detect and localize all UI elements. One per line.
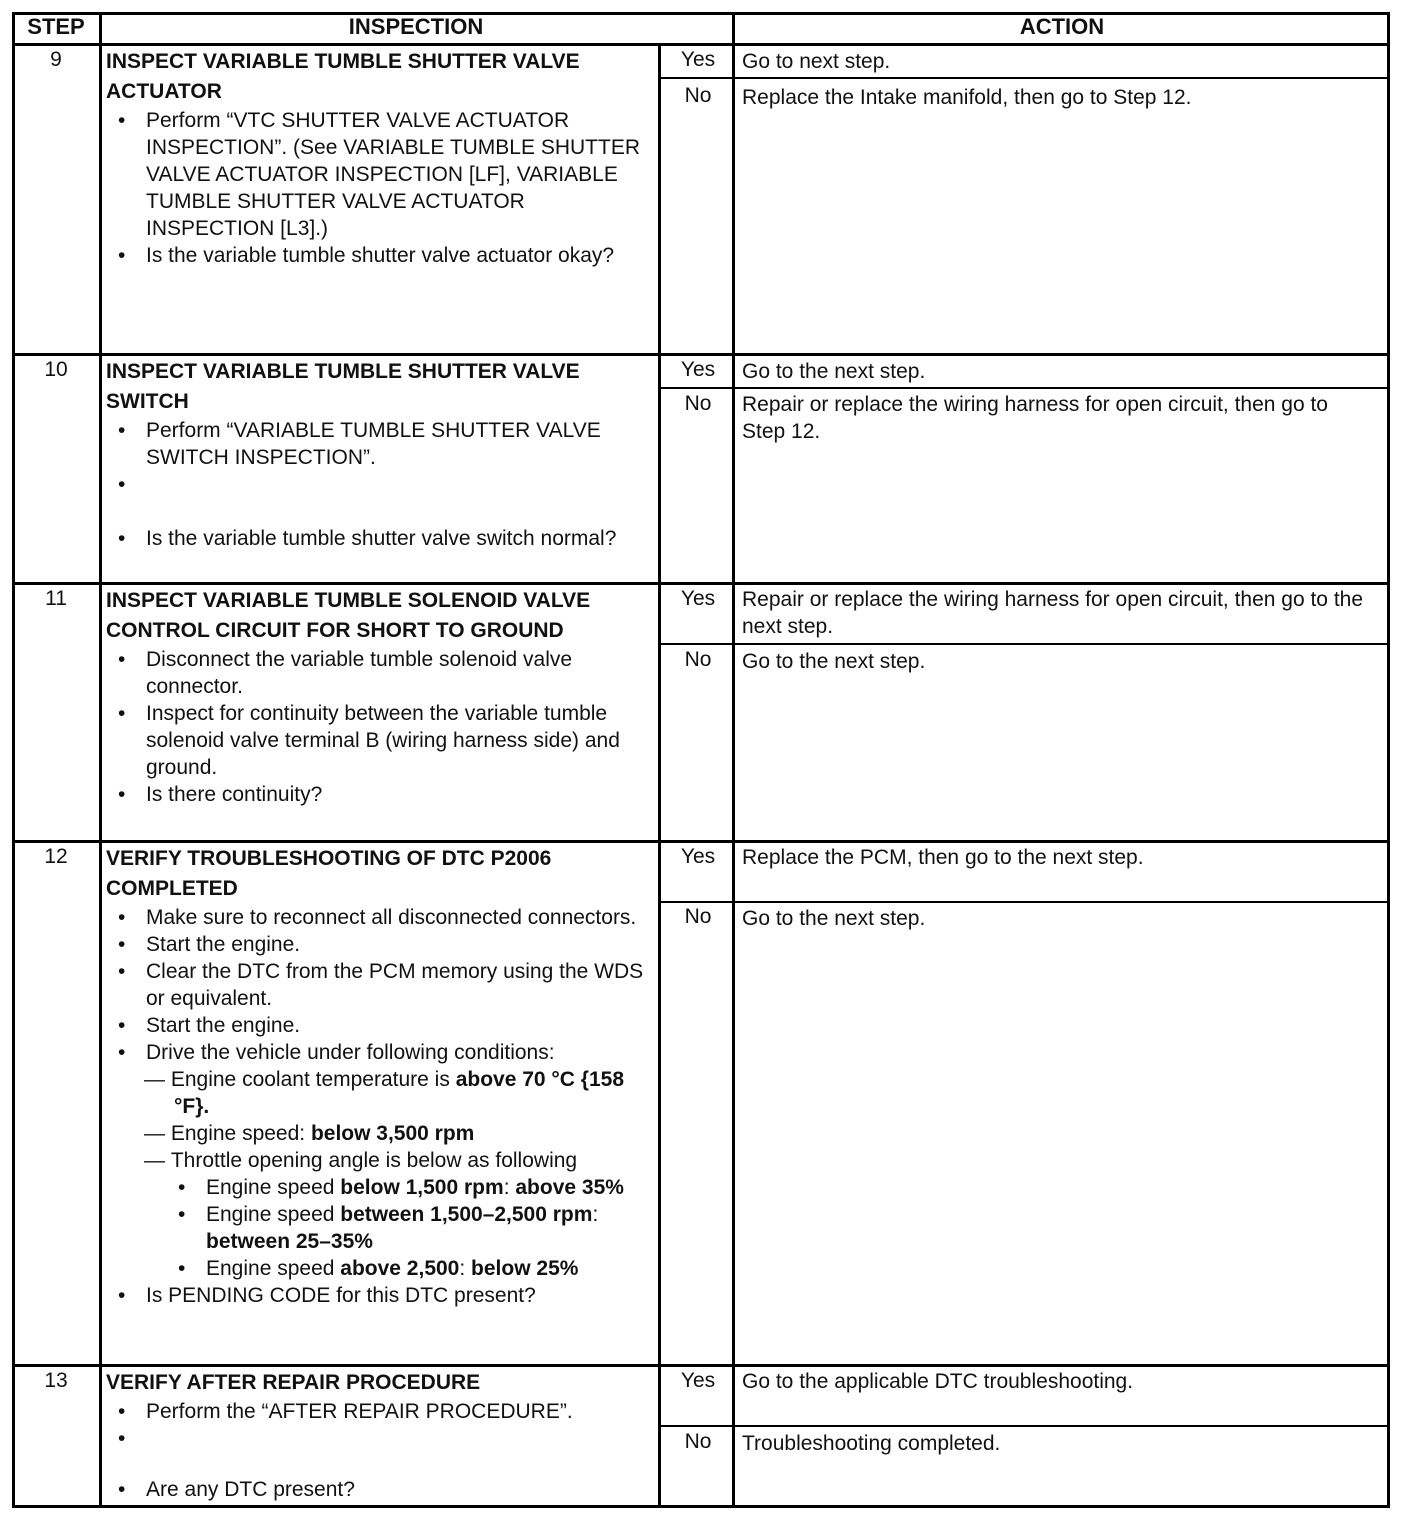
inspection-item: • Make sure to reconnect all disconnected connectors. xyxy=(106,904,658,931)
condition-item xyxy=(106,1066,658,1120)
yes-label: Yes xyxy=(680,587,716,610)
inspection-cell xyxy=(106,357,658,552)
no-action: Replace the Intake manifold, then go to Step 12. xyxy=(742,86,1192,109)
throttle-text: Engine speed xyxy=(206,1203,341,1226)
throttle-text: Engine speed xyxy=(206,1176,341,1199)
condition-text: Engine coolant temperature is xyxy=(170,1068,456,1091)
inspection-item: • Drive the vehicle under following conditions: xyxy=(106,1039,658,1066)
header-step: STEP xyxy=(27,14,85,39)
yes-no-divider xyxy=(660,643,1390,645)
inspection-item: • Is PENDING CODE for this DTC present? xyxy=(106,1282,658,1309)
step-number: 11 xyxy=(45,587,67,610)
inspection-cell xyxy=(106,47,658,269)
step-number: 13 xyxy=(44,1369,68,1392)
inspection-item: • Inspect for continuity between the variable tumble solenoid valve terminal B (wiring harness side) and ground. xyxy=(106,700,658,781)
yes-action: Go to next step. xyxy=(742,50,891,73)
yes-action: Go to the next step. xyxy=(742,360,926,383)
inspection-item: • Is the variable tumble shutter valve actuator okay? xyxy=(106,242,658,269)
yes-action: Replace the PCM, then go to the next step. xyxy=(742,846,1144,869)
yes-action: Go to the applicable DTC troubleshooting. xyxy=(742,1370,1134,1393)
throttle-angle: below 25% xyxy=(471,1257,579,1280)
throttle-item xyxy=(106,1201,658,1255)
throttle-item xyxy=(106,1255,658,1282)
throttle-item xyxy=(106,1174,658,1201)
inspection-item: • Perform “VARIABLE TUMBLE SHUTTER VALVE SWITCH INSPECTION”. xyxy=(106,417,658,471)
inspection-item: • Start the engine. xyxy=(106,931,658,958)
inspection-item: • Is there continuity? xyxy=(106,781,658,808)
condition-text: Engine speed: xyxy=(170,1122,311,1145)
no-label: No xyxy=(684,392,712,415)
inspection-item: • Perform the “AFTER REPAIR PROCEDURE”. xyxy=(106,1398,658,1425)
row-divider xyxy=(12,1364,1390,1367)
condition-value: below 3,500 rpm xyxy=(310,1122,475,1145)
no-label: No xyxy=(684,905,712,928)
no-action: Go to the next step. xyxy=(742,907,926,930)
spacer xyxy=(106,1425,658,1476)
inspection-item: • Clear the DTC from the PCM memory using the WDS or equivalent. xyxy=(106,958,658,1012)
yes-label: Yes xyxy=(680,1369,716,1392)
header-inspection: INSPECTION xyxy=(348,14,484,39)
inspection-item: • Disconnect the variable tumble solenoid valve connector. xyxy=(106,646,658,700)
throttle-sep: : xyxy=(592,1203,599,1226)
condition-text: Throttle opening angle is below as following xyxy=(170,1149,578,1172)
inspection-title: INSPECT VARIABLE TUMBLE SHUTTER VALVE SWITCH xyxy=(106,360,580,413)
inspection-item: • Start the engine. xyxy=(106,1012,658,1039)
row-divider xyxy=(12,840,1390,843)
yes-action: Repair or replace the wiring harness for open circuit, then go to the next step. xyxy=(742,588,1364,638)
column-divider xyxy=(732,12,735,1508)
yes-no-divider xyxy=(660,77,1390,79)
inspection-title: VERIFY AFTER REPAIR PROCEDURE xyxy=(106,1371,481,1394)
row-divider xyxy=(12,353,1390,356)
inspection-item: • Is the variable tumble shutter valve switch normal? xyxy=(106,525,658,552)
yes-label: Yes xyxy=(680,358,716,381)
no-action: Troubleshooting completed. xyxy=(742,1432,1001,1455)
inspection-item: • Perform “VTC SHUTTER VALVE ACTUATOR INSPECTION”. (See VARIABLE TUMBLE SHUTTER VALVE ACTUATOR INSPECTION [LF], VARIABLE TUMBLE SHUTTER VALVE ACTUATOR INSPECTION [L3].) xyxy=(106,107,658,242)
throttle-speed: between 1,500–2,500 rpm xyxy=(340,1203,593,1226)
inspection-cell xyxy=(106,586,658,808)
throttle-sep: : xyxy=(459,1257,472,1280)
row-divider xyxy=(12,43,1390,46)
inspection-cell xyxy=(106,1368,658,1503)
inspection-item: • Are any DTC present? xyxy=(106,1476,658,1503)
column-divider xyxy=(658,44,661,1508)
condition-value: above 70 °C {158 °F}. xyxy=(174,1068,625,1118)
no-action: Go to the next step. xyxy=(742,650,926,673)
no-label: No xyxy=(684,84,712,107)
throttle-speed: below 1,500 rpm xyxy=(340,1176,504,1199)
row-divider xyxy=(12,582,1390,585)
throttle-speed: above 2,500 xyxy=(340,1257,460,1280)
inspection-title: INSPECT VARIABLE TUMBLE SOLENOID VALVE CONTROL CIRCUIT FOR SHORT TO GROUND xyxy=(106,589,591,642)
no-action: Repair or replace the wiring harness for open circuit, then go to Step 12. xyxy=(742,393,1328,443)
step-number: 9 xyxy=(50,48,62,71)
yes-label: Yes xyxy=(680,845,716,868)
step-number: 10 xyxy=(44,358,68,381)
inspection-title: VERIFY TROUBLESHOOTING OF DTC P2006 COMPLETED xyxy=(106,847,552,900)
throttle-angle: above 35% xyxy=(515,1176,624,1199)
yes-no-divider xyxy=(660,1425,1390,1427)
step-number: 12 xyxy=(44,845,68,868)
no-label: No xyxy=(684,648,712,671)
spacer xyxy=(106,471,658,525)
column-divider xyxy=(99,12,102,1508)
yes-no-divider xyxy=(660,387,1390,389)
header-action: ACTION xyxy=(1019,14,1105,39)
inspection-cell xyxy=(106,844,658,1309)
condition-item xyxy=(106,1147,658,1174)
inspection-title: INSPECT VARIABLE TUMBLE SHUTTER VALVE ACTUATOR xyxy=(106,50,580,103)
yes-no-divider xyxy=(660,901,1390,903)
throttle-text: Engine speed xyxy=(206,1257,341,1280)
yes-label: Yes xyxy=(680,48,716,71)
no-label: No xyxy=(684,1430,712,1453)
throttle-sep: : xyxy=(503,1176,516,1199)
condition-item xyxy=(106,1120,658,1147)
throttle-angle: between 25–35% xyxy=(206,1230,373,1253)
